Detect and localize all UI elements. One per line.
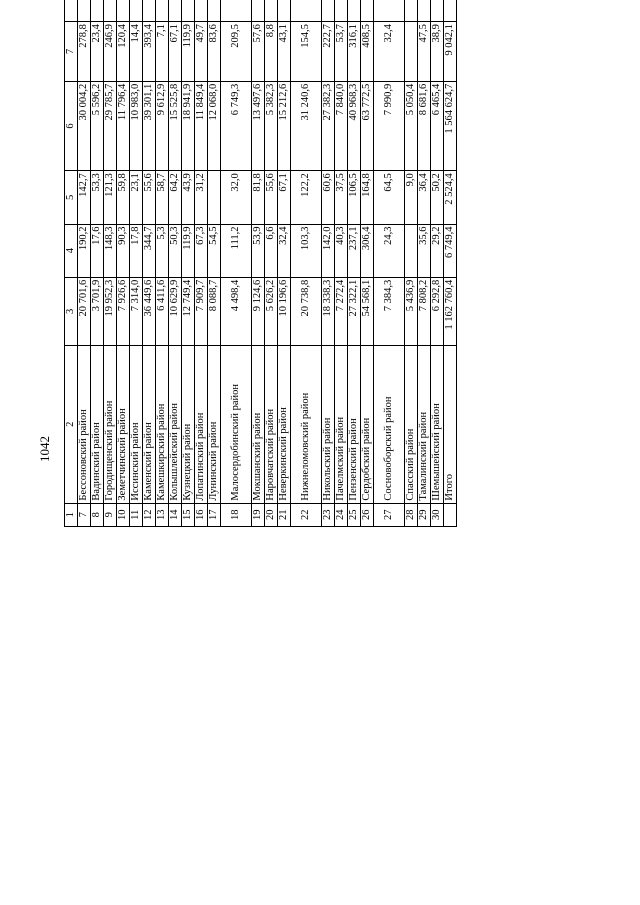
value-cell: 10 196,6: [278, 277, 291, 345]
value-cell: 7 808,2: [418, 277, 431, 345]
value-cell: [361, 0, 374, 22]
value-cell: 7 840,0: [335, 81, 348, 170]
value-cell: 24,3: [374, 224, 405, 277]
value-cell: 209,5: [221, 22, 252, 82]
value-cell: 316,1: [348, 22, 361, 82]
value-cell: [130, 0, 143, 22]
row-index-cell: 23: [322, 503, 335, 526]
value-cell: 15 212,6: [278, 81, 291, 170]
value-cell: [405, 224, 418, 277]
value-cell: 6 749,4: [444, 224, 457, 277]
value-cell: 12 068,0: [208, 81, 221, 170]
district-name-cell: Городищенский район: [104, 345, 117, 503]
table-row: [265, 0, 278, 527]
value-cell: 53,9: [252, 224, 265, 277]
value-cell: [374, 0, 405, 22]
district-name-cell: Неверкинский район: [278, 345, 291, 503]
value-cell: 20 738,8: [291, 277, 322, 345]
table-row: [431, 0, 444, 527]
value-cell: [208, 0, 221, 22]
value-cell: 67,1: [169, 22, 182, 82]
table-row: [91, 0, 104, 527]
table-body: [78, 0, 457, 527]
value-cell: 7 384,3: [374, 277, 405, 345]
value-cell: 67,3: [195, 224, 208, 277]
header-row: [65, 0, 78, 527]
row-index-cell: 22: [291, 503, 322, 526]
value-cell: [169, 0, 182, 22]
value-cell: 7 990,9: [374, 81, 405, 170]
value-cell: 222,7: [322, 22, 335, 82]
value-cell: 4 498,4: [221, 277, 252, 345]
table-row: [405, 0, 418, 527]
table-row: [291, 0, 322, 527]
value-cell: [91, 0, 104, 22]
value-cell: 121,3: [104, 171, 117, 224]
value-cell: 120,4: [117, 22, 130, 82]
table-row: [418, 0, 431, 527]
value-cell: 6 411,6: [156, 277, 169, 345]
value-cell: 148,3: [104, 224, 117, 277]
value-cell: 31 240,6: [291, 81, 322, 170]
table-row: [221, 0, 252, 527]
value-cell: [252, 0, 265, 22]
column-header: 4: [65, 224, 78, 277]
value-cell: [335, 0, 348, 22]
value-cell: [208, 171, 221, 224]
row-index-cell: 14: [169, 503, 182, 526]
district-name-cell: Спасский район: [405, 345, 418, 503]
value-cell: 10 629,9: [169, 277, 182, 345]
value-cell: 6 749,3: [221, 81, 252, 170]
value-cell: 50,3: [169, 224, 182, 277]
table-row: [278, 0, 291, 527]
value-cell: 111,2: [221, 224, 252, 277]
value-cell: 8 088,7: [208, 277, 221, 345]
row-index-cell: 17: [208, 503, 221, 526]
row-index-cell: 21: [278, 503, 291, 526]
district-name-cell: Пачелмский район: [335, 345, 348, 503]
value-cell: 38,9: [431, 22, 444, 82]
value-cell: 50,2: [431, 171, 444, 224]
value-cell: 1 162 760,4: [444, 277, 457, 345]
value-cell: 90,3: [117, 224, 130, 277]
value-cell: 35,6: [418, 224, 431, 277]
value-cell: 57,6: [252, 22, 265, 82]
district-name-cell: Земетчинский район: [117, 345, 130, 503]
value-cell: 81,8: [252, 171, 265, 224]
table-row: [361, 0, 374, 527]
row-index-cell: 8: [91, 503, 104, 526]
district-name-cell: Кузнецкий район: [182, 345, 195, 503]
value-cell: [143, 0, 156, 22]
value-cell: 43,1: [278, 22, 291, 82]
column-header: 6: [65, 81, 78, 170]
value-cell: 23,1: [130, 171, 143, 224]
row-index-cell: 10: [117, 503, 130, 526]
value-cell: 10 983,0: [130, 81, 143, 170]
value-cell: 7 926,6: [117, 277, 130, 345]
value-cell: 29 785,7: [104, 81, 117, 170]
value-cell: 278,8: [78, 22, 91, 82]
value-cell: 119,9: [182, 22, 195, 82]
value-cell: 5 050,4: [405, 81, 418, 170]
value-cell: 8,8: [265, 22, 278, 82]
value-cell: 19 952,3: [104, 277, 117, 345]
row-index-cell: 20: [265, 503, 278, 526]
value-cell: 29,2: [431, 224, 444, 277]
value-cell: 27 382,3: [322, 81, 335, 170]
value-cell: 54,5: [208, 224, 221, 277]
district-name-cell: Шемышейский район: [431, 345, 444, 503]
value-cell: 67,1: [278, 171, 291, 224]
value-cell: [265, 0, 278, 22]
table-row: [130, 0, 143, 527]
district-name-cell: Колышлейский район: [169, 345, 182, 503]
value-cell: [104, 0, 117, 22]
row-index-cell: 25: [348, 503, 361, 526]
district-name-cell: Вадинский район: [91, 345, 104, 503]
value-cell: 53,7: [335, 22, 348, 82]
value-cell: 9 612,9: [156, 81, 169, 170]
value-cell: 6 292,8: [431, 277, 444, 345]
district-name-cell: Бессоновский район: [78, 345, 91, 503]
column-header: 3: [65, 277, 78, 345]
row-index-cell: 11: [130, 503, 143, 526]
value-cell: [291, 0, 322, 22]
row-index-cell: 15: [182, 503, 195, 526]
value-cell: 15 525,8: [169, 81, 182, 170]
district-name-cell: Пензенский район: [348, 345, 361, 503]
value-cell: [195, 0, 208, 22]
value-cell: 23,4: [91, 22, 104, 82]
value-cell: 5 626,2: [265, 277, 278, 345]
value-cell: [322, 0, 335, 22]
value-cell: [156, 0, 169, 22]
district-name-cell: Наровчатский район: [265, 345, 278, 503]
row-index-cell: [444, 503, 457, 526]
row-index-cell: 26: [361, 503, 374, 526]
value-cell: 7 909,7: [195, 277, 208, 345]
value-cell: 17,6: [91, 224, 104, 277]
value-cell: 60,6: [322, 171, 335, 224]
value-cell: 119,9: [182, 224, 195, 277]
value-cell: 6 465,4: [431, 81, 444, 170]
value-cell: 40 968,3: [348, 81, 361, 170]
value-cell: [117, 0, 130, 22]
row-index-cell: 7: [78, 503, 91, 526]
value-cell: 32,0: [221, 171, 252, 224]
district-name-cell: Итого: [444, 345, 457, 503]
district-name-cell: Камешкирский район: [156, 345, 169, 503]
value-cell: 53,3: [91, 171, 104, 224]
row-index-cell: 27: [374, 503, 405, 526]
page-number: 1042: [37, 436, 52, 462]
value-cell: 43,9: [182, 171, 195, 224]
table-row: [104, 0, 117, 527]
value-cell: 27 322,1: [348, 277, 361, 345]
district-name-cell: Малосердобинский район: [221, 345, 252, 503]
value-cell: 39 301,1: [143, 81, 156, 170]
column-header: 7: [65, 22, 78, 82]
district-name-cell: Мокшанский район: [252, 345, 265, 503]
table-row: [322, 0, 335, 527]
row-index-cell: 13: [156, 503, 169, 526]
value-cell: 306,4: [361, 224, 374, 277]
district-name-cell: Каменский район: [143, 345, 156, 503]
value-cell: 7 272,4: [335, 277, 348, 345]
value-cell: 64,2: [169, 171, 182, 224]
value-cell: 5 596,2: [91, 81, 104, 170]
column-header: 2: [65, 345, 78, 503]
value-cell: 55,6: [265, 171, 278, 224]
value-cell: 54 568,1: [361, 277, 374, 345]
column-header: 5: [65, 171, 78, 224]
value-cell: 8 681,6: [418, 81, 431, 170]
row-index-cell: 24: [335, 503, 348, 526]
district-name-cell: Тамалинский район: [418, 345, 431, 503]
value-cell: 142,0: [322, 224, 335, 277]
table-row: [252, 0, 265, 527]
row-index-cell: 19: [252, 503, 265, 526]
table-row: [208, 0, 221, 527]
value-cell: 49,7: [195, 22, 208, 82]
table-row: [348, 0, 361, 527]
data-table: [64, 0, 457, 527]
value-cell: 36,4: [418, 171, 431, 224]
value-cell: [444, 0, 457, 22]
value-cell: 47,5: [418, 22, 431, 82]
value-cell: 31,2: [195, 171, 208, 224]
table-row: [444, 0, 457, 527]
value-cell: 13 497,6: [252, 81, 265, 170]
row-index-cell: 12: [143, 503, 156, 526]
row-index-cell: 28: [405, 503, 418, 526]
value-cell: 190,2: [78, 224, 91, 277]
district-name-cell: Лунинский район: [208, 345, 221, 503]
value-cell: 40,3: [335, 224, 348, 277]
value-cell: 59,8: [117, 171, 130, 224]
value-cell: 7 314,0: [130, 277, 143, 345]
value-cell: 18 941,9: [182, 81, 195, 170]
table-row: [374, 0, 405, 527]
district-name-cell: Иссинский район: [130, 345, 143, 503]
value-cell: 18 338,3: [322, 277, 335, 345]
district-name-cell: Нижнеломовский район: [291, 345, 322, 503]
table-row: [169, 0, 182, 527]
value-cell: 5 436,9: [405, 277, 418, 345]
column-header: 1: [65, 503, 78, 526]
row-index-cell: 18: [221, 503, 252, 526]
table-row: [143, 0, 156, 527]
district-name-cell: Лопатинский район: [195, 345, 208, 503]
value-cell: 55,6: [143, 171, 156, 224]
value-cell: 37,5: [335, 171, 348, 224]
district-name-cell: Никольский район: [322, 345, 335, 503]
value-cell: 237,1: [348, 224, 361, 277]
value-cell: 2 524,4: [444, 171, 457, 224]
value-cell: 36 449,6: [143, 277, 156, 345]
row-index-cell: 16: [195, 503, 208, 526]
value-cell: 9 042,1: [444, 22, 457, 82]
table-row: [195, 0, 208, 527]
district-name-cell: Сердобский район: [361, 345, 374, 503]
value-cell: 30 004,2: [78, 81, 91, 170]
value-cell: 32,4: [374, 22, 405, 82]
row-index-cell: 30: [431, 503, 444, 526]
value-cell: 246,9: [104, 22, 117, 82]
value-cell: 32,4: [278, 224, 291, 277]
value-cell: 9 124,6: [252, 277, 265, 345]
value-cell: [431, 0, 444, 22]
value-cell: 14,4: [130, 22, 143, 82]
value-cell: [348, 0, 361, 22]
value-cell: 1 564 624,7: [444, 81, 457, 170]
value-cell: [418, 0, 431, 22]
table-container: [64, 24, 524, 852]
district-name-cell: Сосновоборский район: [374, 345, 405, 503]
value-cell: 9,0: [405, 171, 418, 224]
value-cell: [278, 0, 291, 22]
row-index-cell: 9: [104, 503, 117, 526]
value-cell: [405, 22, 418, 82]
value-cell: 5,3: [156, 224, 169, 277]
value-cell: 164,8: [361, 171, 374, 224]
value-cell: 83,6: [208, 22, 221, 82]
value-cell: [78, 0, 91, 22]
value-cell: 393,4: [143, 22, 156, 82]
value-cell: [182, 0, 195, 22]
table-row: [182, 0, 195, 527]
row-index-cell: 29: [418, 503, 431, 526]
value-cell: 11 796,4: [117, 81, 130, 170]
value-cell: 408,5: [361, 22, 374, 82]
value-cell: [405, 0, 418, 22]
table-row: [156, 0, 169, 527]
table-row: [78, 0, 91, 527]
value-cell: 344,7: [143, 224, 156, 277]
value-cell: 106,5: [348, 171, 361, 224]
value-cell: 6,6: [265, 224, 278, 277]
value-cell: 58,7: [156, 171, 169, 224]
value-cell: 3 701,9: [91, 277, 104, 345]
table-row: [117, 0, 130, 527]
value-cell: 17,8: [130, 224, 143, 277]
value-cell: 142,7: [78, 171, 91, 224]
value-cell: [221, 0, 252, 22]
table-row: [335, 0, 348, 527]
value-cell: 154,5: [291, 22, 322, 82]
column-header: [65, 0, 78, 22]
value-cell: 5 382,3: [265, 81, 278, 170]
value-cell: 20 701,6: [78, 277, 91, 345]
value-cell: 122,2: [291, 171, 322, 224]
value-cell: 103,3: [291, 224, 322, 277]
value-cell: 7,1: [156, 22, 169, 82]
value-cell: 64,5: [374, 171, 405, 224]
value-cell: 12 749,4: [182, 277, 195, 345]
value-cell: 63 772,5: [361, 81, 374, 170]
value-cell: 11 849,4: [195, 81, 208, 170]
